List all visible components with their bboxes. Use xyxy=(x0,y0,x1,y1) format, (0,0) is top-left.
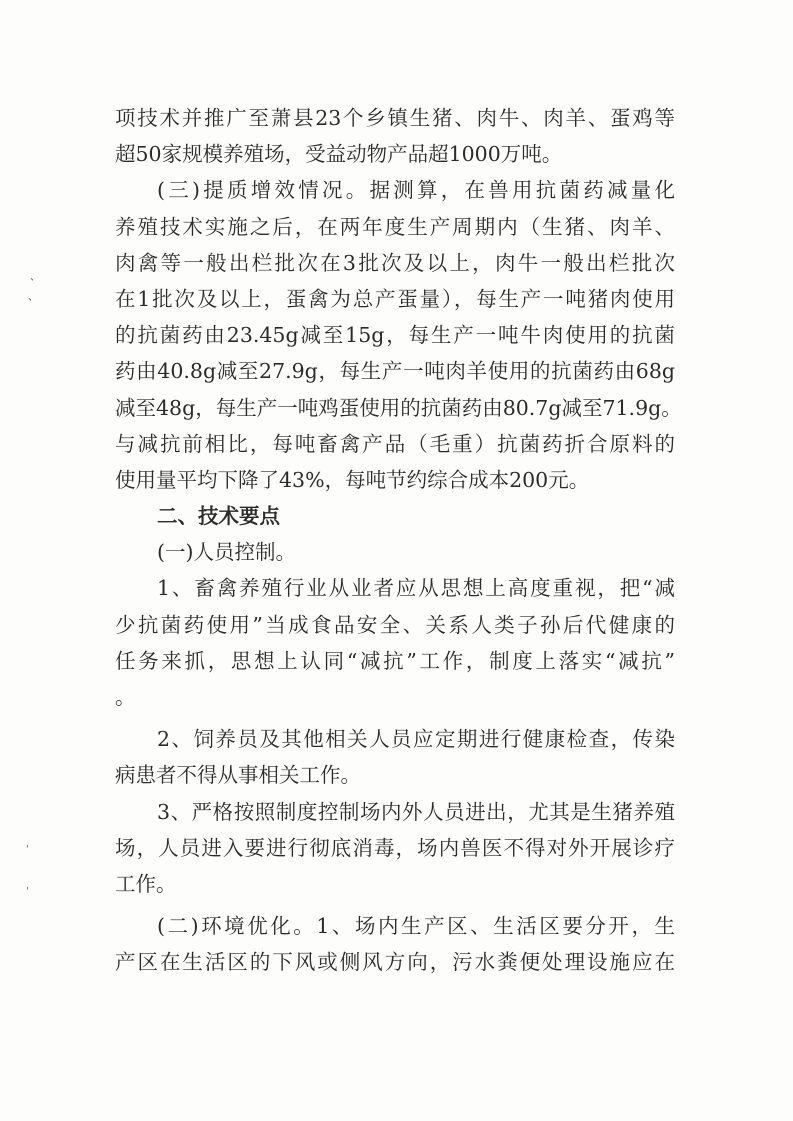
paragraph-line: 1、畜禽养殖行业从业者应从思想上高度重视，把“减 xyxy=(157,576,675,601)
paragraph-line: 的抗菌药由23.45g减至15g，每生产一吨牛肉使用的抗菌 xyxy=(115,323,675,348)
margin-mark: 、 xyxy=(30,272,40,283)
paragraph-line: 场，人员进入要进行彻底消毒，场内兽医不得对外开展诊疗 xyxy=(115,835,675,860)
subsection-heading: (一)人员控制。 xyxy=(157,540,296,565)
paragraph-line: 药由40.8g减至27.9g，每生产一吨肉羊使用的抗菌药由68g xyxy=(115,359,675,384)
paragraph-line: 3、严格按照制度控制场内外人员进出，尤其是生猪养殖 xyxy=(157,799,675,824)
margin-mark: 、 xyxy=(28,292,38,303)
document-body xyxy=(115,100,682,981)
section-heading: 二、技术要点 xyxy=(157,504,280,529)
paragraph-line: 少抗菌药使用”当成食品安全、关系人类子孙后代健康的 xyxy=(115,612,675,637)
paragraph-line: 减至48g，每生产一吨鸡蛋使用的抗菌药由80.7g减至71.9g。 xyxy=(115,395,682,420)
paragraph-line: 使用量平均下降了43%，每吨节约综合成本200元。 xyxy=(115,467,590,492)
paragraph-line: 超50家规模养殖场，受益动物产品超1000万吨。 xyxy=(115,142,563,167)
paragraph-line: (二)环境优化。1、场内生产区、生活区要分开，生 xyxy=(157,914,675,939)
paragraph-line: 在1批次及以上，蛋禽为总产蛋量），每生产一吨猪肉使用 xyxy=(115,286,675,311)
paragraph-line: 养殖技术实施之后，在两年度生产周期内（生猪、肉羊、 xyxy=(115,214,675,239)
margin-mark: ˌ xyxy=(26,838,29,849)
paragraph-line: (三)提质增效情况。据测算，在兽用抗菌药减量化 xyxy=(157,178,675,203)
paragraph-line: 工作。 xyxy=(115,871,177,896)
paragraph-line: 与减抗前相比，每吨畜禽产品（毛重）抗菌药折合原料的 xyxy=(115,431,675,456)
margin-mark: ˌ xyxy=(26,880,29,891)
paragraph-line: 任务来抓，思想上认同“减抗”工作，制度上落实“减抗” xyxy=(115,648,675,673)
paragraph-line: 项技术并推广至萧县23个乡镇生猪、肉牛、肉羊、蛋鸡等 xyxy=(115,106,675,130)
paragraph-line: 2、饲养员及其他相关人员应定期进行健康检查，传染 xyxy=(157,727,675,752)
paragraph-line: 。 xyxy=(115,685,136,709)
paragraph-line: 产区在生活区的下风或侧风方向，污水粪便处理设施应在 xyxy=(115,950,675,975)
paragraph-line: 病患者不得从事相关工作。 xyxy=(115,763,361,788)
paragraph-line: 肉禽等一般出栏批次在3批次及以上，肉牛一般出栏批次 xyxy=(115,250,675,275)
